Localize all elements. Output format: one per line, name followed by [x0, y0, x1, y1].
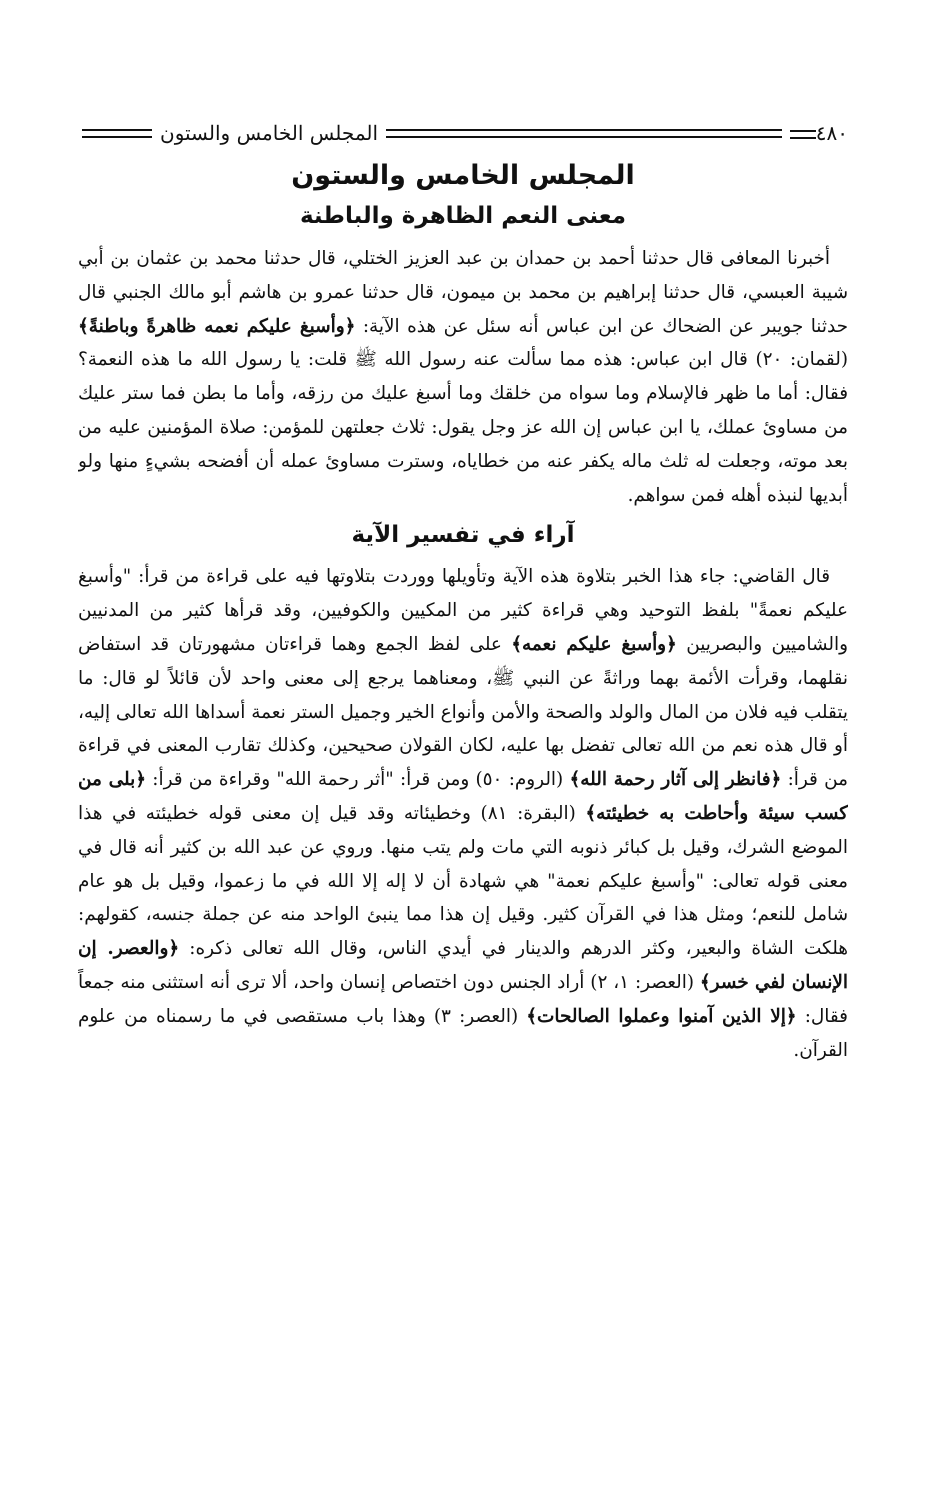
quran-verse: ﴿إلا الذين آمنوا وعملوا الصالحات﴾ — [526, 1005, 797, 1027]
header-rule-short — [82, 129, 152, 138]
quran-verse: ﴿بلى من كسب سيئة وأحاطت به خطيئته﴾ — [78, 769, 848, 824]
text-segment: على لفظ الجمع وهما قراءتان مشهورتان قد استفاض نقلهما، وقرأت الأئمة بهما وراثةً عن النبي ﷺ، ومعناهما يرجع إلى معنى واحد لأن قائلاً لو قال: ما يتقلب فيه فلان من المال والولد والصحة والأمن وأنواع الخير وجميل الستر نعمة أسداها الله تعالى إليه، أو قال هذه نعم من الله تعالى تفضل بها عليه، لكان القولان صحيحين، وكذلك تقارب المعنى في قراءة من قرأ: — [78, 633, 848, 791]
chapter-title: المجلس الخامس والستون — [291, 160, 635, 191]
text-segment: (العصر: ٣) وهذا باب مستقصى في ما رسمناه من علوم القرآن. — [78, 1005, 848, 1061]
text-segment: (العصر: ١، ٢) أراد الجنس دون اختصاص إنسان واحد، ألا ترى أنه استثنى منه جمعاً فقال: — [78, 971, 848, 1027]
text-segment: قال القاضي: جاء هذا الخبر بتلاوة هذه الآية وتأويلها ووردت بتلاوتها فيه على قراءة من قرأ: "وأسبغ عليكم نعمةً" بلفظ التوحيد وهي قراءة كثير من المكيين والكوفيين، وقد قرأها كثير من المدنيين والشاميين والبصريين — [78, 566, 848, 655]
page-number-dash — [790, 130, 816, 139]
text-segment: (لقمان: ٢٠) قال ابن عباس: هذه مما سألت عنه رسول الله ﷺ قلت: يا رسول الله ما هذه النعمة؟ فقال: أما ما ظهر فالإسلام وما سواه من خلقك وما أسبغ عليك من رزقه، وأما ما بطن فما ستر عليك من مساوئ عملك، يا ابن عباس إن الله عز وجل يقول: ثلاث جعلتهن للمؤمن: صلاة المؤمنين عليه من بعد موته، وجعلت له ثلث ماله يكفر عنه من خطاياه، وسترت مساوئ عمله أن أفضحه بشيءٍ منها ولو أبديها لنبذه أهله فمن سواهم. — [78, 349, 848, 506]
quran-verse: ﴿وأسبغ عليكم نعمه﴾ — [511, 633, 677, 655]
paragraph-commentary — [78, 560, 848, 1067]
section-title: آراء في تفسير الآية — [351, 522, 575, 549]
chapter-subtitle: معنى النعم الظاهرة والباطنة — [299, 203, 627, 229]
text-segment: أخبرنا المعافى قال حدثنا أحمد بن حمدان بن عبد العزيز الختلي، قال حدثنا محمد بن عثمان بن أبي شيبة العبسي، قال حدثنا إبراهيم بن محمد بن ميمون، قال حدثنا عمرو بن هاشم أبو مالك الجنبي قال حدثنا جويبر عن الضحاك عن ابن عباس أنه سئل عن هذه الآية: — [78, 248, 848, 337]
quran-verse: ﴿والعصر. إن الإنسان لفي خسر﴾ — [78, 938, 848, 993]
header-rule-long — [386, 129, 782, 138]
paragraph-hadith — [78, 242, 848, 512]
quran-verse: ﴿وأسبغ عليكم نعمه ظاهرةً وباطنةً﴾ — [78, 315, 356, 337]
running-header — [78, 118, 848, 148]
book-page — [78, 118, 848, 1418]
text-segment: (البقرة: ٨١) وخطيئاته وقد قيل إن معنى قوله خطيئته في هذا الموضع الشرك، وقيل بل كبائر ذنوبه التي مات ولم يتب منها. وروي عن عبد الله بن كثير أنه قال في معنى قوله تعالى: "وأسبغ عليكم نعمة" هي شهادة أن لا إله إلا الله في ما زعموا، وقيل بل هو عام شامل للنعم؛ ومثل هذا في القرآن كثير. وقيل إن هذا مما ينبئ الواحد منه عن جملة جنسه، كقولهم: هلكت الشاة والبعير، وكثر الدرهم والدينار في أيدي الناس، وقال الله تعالى ذكره: — [78, 802, 848, 960]
page-number-value: ٤٨٠ — [815, 121, 848, 145]
running-title: المجلس الخامس والستون — [160, 121, 379, 145]
page-number — [786, 118, 848, 148]
text-segment: (الروم: ٥٠) ومن قرأ: "أثر رحمة الله" وقراءة من قرأ: — [146, 769, 570, 791]
quran-verse: ﴿فانظر إلى آثار رحمة الله﴾ — [569, 769, 782, 791]
